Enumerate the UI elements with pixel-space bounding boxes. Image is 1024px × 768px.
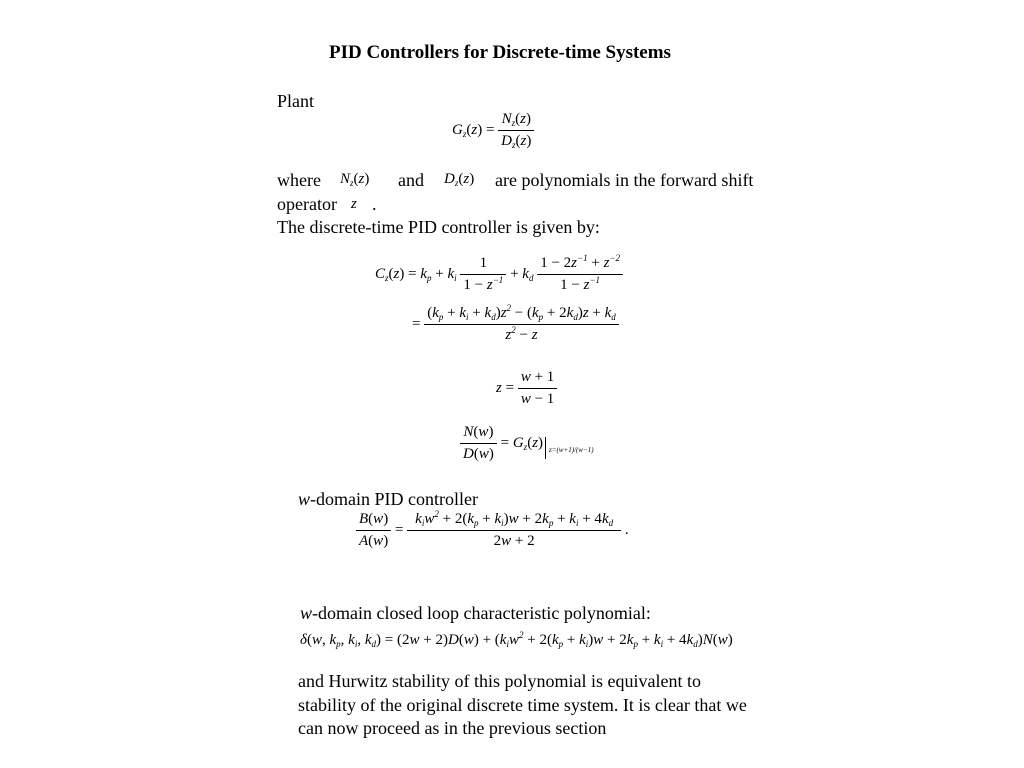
w-controller-heading: w-domain PID controller [298,489,478,509]
where-word: where [277,170,321,190]
controller-equation-expanded: = $\frac{(k_p + k_i + k_d)z^2 - (k_p + 2k_d)z + k_d}{z^2 - z}$ [412,306,619,343]
polynomials-text: are polynomials in the forward shift [495,170,754,190]
hurwitz-line-1: and Hurwitz stability of this polynomial is equivalent to [298,671,701,691]
given-by-text: The discrete-time PID controller is given by: [277,217,600,237]
operator-word: operator [277,194,337,214]
w-domain-plant-equation: $\frac{N(w)}{D(w)}$ = $G_z(z)$ z=(w+1)/(w−1) [460,425,548,462]
z-symbol: z [351,196,357,212]
page-title: PID Controllers for Discrete-time Systems [329,42,671,63]
plant-equation: $G_z(z)$ = $\frac{N_z(z)}{D_z(z)}$ [452,112,534,149]
controller-equation: $C_z(z) = k_p + k_i$ $\frac{1}{1 - z^{-1}}$ + $k_d$ $\frac{1 - 2z^{-1} + z^{-2}}{1 - z^{-1}}$ [375,256,623,293]
plant-label: Plant [277,91,315,111]
w-closed-loop-heading: w-domain closed loop characteristic polynomial: [300,603,651,623]
hurwitz-line-3: can now proceed as in the previous section [298,718,607,738]
hurwitz-line-2: stability of the original discrete time system. It is clear that we [298,695,747,715]
dz-symbol: $D_z(z)$ [444,171,475,188]
nz-symbol: $N_z(z)$ [340,171,370,188]
period: . [372,194,377,214]
characteristic-polynomial-equation: δ(w, $k_p$, $k_i$, $k_d) = (2w + 2)D(w) + (k_iw^2 + 2(k_p + k_i)w + 2k_p + k_i + 4k_d)N(w)$ [300,630,733,649]
w-controller-equation: $\frac{B(w)}{A(w)}$ = $\frac{k_iw^2 + 2(k_p + k_i)w + 2k_p + k_i + 4k_d}{2w + 2}$ . [356,512,629,549]
and-word: and [398,170,424,190]
bilinear-transform: z = $\frac{w + 1}{w - 1}$ [496,370,557,407]
